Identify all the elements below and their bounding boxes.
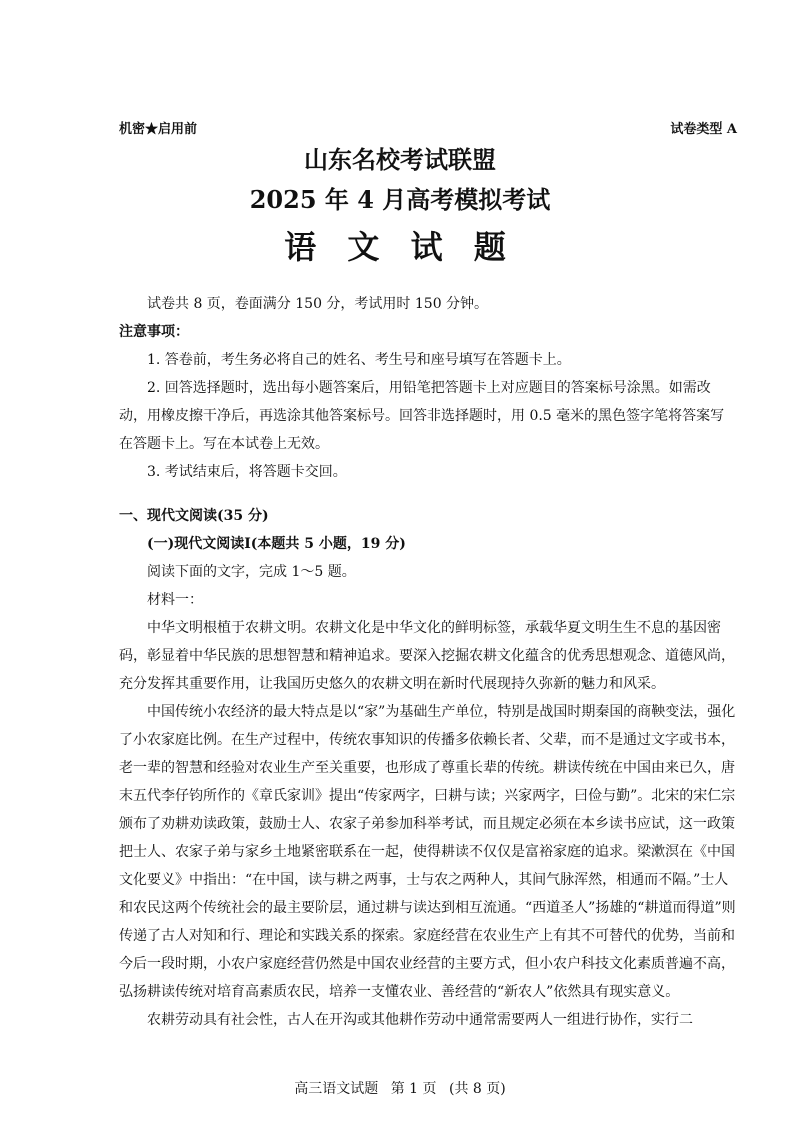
instructions-block bbox=[119, 290, 737, 486]
notes-title: 注意事项： bbox=[119, 324, 189, 340]
note-item-2: 2. 回答选择题时，选出每小题答案后，用铅笔把答题卡上对应题目的答案标号涂黑。如需改动，用橡皮擦干净后，再选涂其他答案标号。回答非选择题时，用 0.5 毫米的黑色签字笔将答案写在答题卡上。写在本试卷上无效。 bbox=[119, 380, 725, 452]
material-paragraph-2: 中国传统小农经济的最大特点是以“家”为基础生产单位，特别是战国时期秦国的商鞅变法，强化了小农家庭比例。在生产过程中，传统农事知识的传播多依赖长者、父辈，而不是通过文字或书本，老一辈的智慧和经验对农业生产至关重要，也形成了尊重长辈的传统。耕读传统在中国由来已久，唐末五代李仔钧所作的《章氏家训》提出“传家两字，曰耕与读；兴家两字，曰俭与勤”。北宋的宋仁宗颁布了劝耕劝读政策，鼓励士人、农家子弟参加科举考试，而且规定必须在本乡读书应试，这一政策把士人、农家子弟与家乡土地紧密联系在一起，使得耕读不仅仅是富裕家庭的追求。梁漱溟在《中国文化要义》中指出：“在中国，读与耕之两事，士与农之两种人，其间气脉浑然，相通而不隔。”士人和农民这两个传统社会的最主要阶层，通过耕与读达到相互流通。“西道圣人”扬雄的“耕道而得道”则传递了古人对知和行、理论和实践关系的探索。家庭经营在农业生产上有其不可替代的优势，当前和今后一段时期，小农户家庭经营仍然是中国农业经营的主要方式，但小农户科技文化素质普遍不高，弘扬耕读传统对培育高素质农民，培养一支懂农业、善经营的“新农人”依然具有现实意义。 bbox=[119, 704, 736, 1000]
subject-title: 语 文 试 题 bbox=[284, 228, 516, 266]
material-paragraph-3: 农耕劳动具有社会性，古人在开沟或其他耕作劳动中通常需要两人一组进行协作，实行二 bbox=[147, 1012, 693, 1028]
material-label: 材料一： bbox=[147, 592, 203, 608]
page-footer bbox=[0, 1078, 800, 1098]
intro-text: 试卷共 8 页，卷面满分 150 分，考试用时 150 分钟。 bbox=[147, 296, 489, 312]
paper-type-label: 试卷类型 A bbox=[670, 122, 737, 137]
note-item-3: 3. 考试结束后，将答题卡交回。 bbox=[147, 464, 347, 480]
section-instruction: 阅读下面的文字，完成 1～5 题。 bbox=[147, 564, 356, 580]
footer-subject: 高三语文试题 bbox=[294, 1081, 379, 1097]
material-paragraph-1: 中华文明根植于农耕文明。农耕文化是中华文化的鲜明标签，承载华夏文明生生不息的基因密码，彰显着中华民族的思想智慧和精神追求。要深入挖掘农耕文化蕴含的优秀思想观念、道德风尚，充分发挥其重要作用，让我国历史悠久的农耕文明在新时代展现持久弥新的魅力和风采。 bbox=[119, 620, 735, 692]
exam-title: 2025 年 4 月高考模拟考试 bbox=[249, 185, 551, 214]
confidential-label: 机密★启用前 bbox=[119, 122, 198, 137]
footer-total: (共 8 页) bbox=[448, 1081, 506, 1097]
reading-section bbox=[119, 502, 737, 1034]
org-title: 山东名校考试联盟 bbox=[304, 145, 496, 174]
note-item-1: 1. 答卷前，考生务必将自己的姓名、考生号和座号填写在答题卡上。 bbox=[147, 352, 571, 368]
footer-page: 第 1 页 bbox=[390, 1081, 437, 1097]
section-title: 一、现代文阅读(35 分) bbox=[119, 508, 269, 524]
sub-section-title: (一)现代文阅读Ⅰ(本题共 5 小题，19 分) bbox=[147, 536, 406, 552]
